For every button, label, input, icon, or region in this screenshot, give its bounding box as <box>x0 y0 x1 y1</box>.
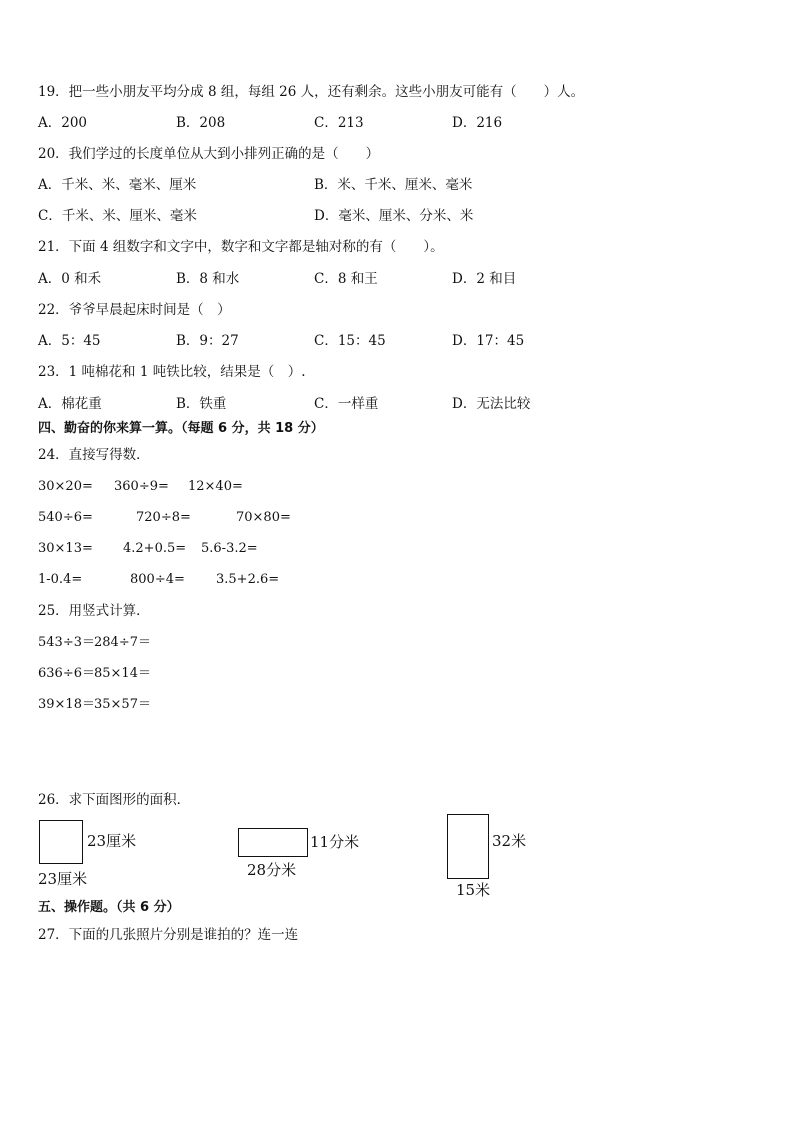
question-23-stem: 23．1 吨棉花和 1 吨铁比较，结果是（ ）. <box>38 364 306 380</box>
q24-expr: 720÷8= <box>136 510 191 525</box>
tall-rectangle-bottom-label: 15米 <box>456 881 491 899</box>
question-27-stem: 27．下面的几张照片分别是谁拍的？连一连 <box>38 927 299 943</box>
q19-option-b: B．208 <box>176 115 226 131</box>
q24-expr: 3.5+2.6= <box>216 572 280 587</box>
q23-option-b: B．铁重 <box>176 396 227 412</box>
question-19-stem: 19．把一些小朋友平均分成 8 组，每组 26 人，还有剩余。这些小朋友可能有（ ）人。 <box>38 84 585 100</box>
q19-option-c: C．213 <box>314 115 364 131</box>
q24-expr: 12×40= <box>188 479 243 494</box>
q21-option-c: C．8 和王 <box>314 271 378 287</box>
q24-expr: 360÷9= <box>114 479 169 494</box>
square-bottom-label: 23厘米 <box>38 870 88 888</box>
tall-rectangle-figure <box>447 814 489 879</box>
q20-option-b: B．米、千米、厘米、毫米 <box>314 177 473 193</box>
q25-expr: 284÷7＝ <box>94 635 151 650</box>
wide-rectangle-side-label: 11分米 <box>310 833 360 851</box>
q19-option-a: A．200 <box>38 115 88 131</box>
q23-option-d: D．无法比较 <box>452 396 531 412</box>
q24-expr: 4.2+0.5= <box>123 541 187 556</box>
q21-option-b: B．8 和水 <box>176 271 240 287</box>
q24-expr: 800÷4= <box>130 572 185 587</box>
q24-expr: 5.6-3.2= <box>201 541 258 556</box>
q22-option-a: A．5：45 <box>38 333 101 349</box>
q25-expr: 85×14＝ <box>94 666 151 681</box>
q21-option-a: A．0 和禾 <box>38 271 102 287</box>
q22-option-d: D．17：45 <box>452 333 525 349</box>
q21-option-d: D．2 和目 <box>452 271 517 287</box>
square-side-label: 23厘米 <box>87 832 137 850</box>
q24-expr: 30×20= <box>38 479 93 494</box>
q23-option-c: C．一样重 <box>314 396 379 412</box>
q25-expr: 39×18＝ <box>38 697 95 712</box>
q22-option-b: B．9：27 <box>176 333 239 349</box>
q24-expr: 1-0.4= <box>38 572 83 587</box>
wide-rectangle-figure <box>238 828 308 857</box>
question-21-stem: 21．下面 4 组数字和文字中，数字和文字都是轴对称的有（ ）。 <box>38 239 444 255</box>
q24-expr: 70×80= <box>236 510 291 525</box>
wide-rectangle-bottom-label: 28分米 <box>247 861 297 879</box>
tall-rectangle-side-label: 32米 <box>492 832 527 850</box>
q25-expr: 543÷3＝ <box>38 635 95 650</box>
q25-expr: 636÷6＝ <box>38 666 95 681</box>
question-22-stem: 22．爷爷早晨起床时间是（ ） <box>38 302 231 318</box>
section-5-heading: 五、操作题。（共 6 分） <box>38 900 180 915</box>
q22-option-c: C．15：45 <box>314 333 386 349</box>
q20-option-c: C．千米、米、厘米、毫米 <box>38 208 197 224</box>
q23-option-a: A．棉花重 <box>38 396 102 412</box>
q24-expr: 540÷6= <box>38 510 93 525</box>
q25-expr: 35×57＝ <box>94 697 151 712</box>
q24-expr: 30×13= <box>38 541 93 556</box>
q20-option-a: A．千米、米、毫米、厘米 <box>38 177 197 193</box>
question-25-stem: 25．用竖式计算． <box>38 603 150 619</box>
q20-option-d: D．毫米、厘米、分米、米 <box>314 208 474 224</box>
q19-option-d: D．216 <box>452 115 503 131</box>
question-26-stem: 26．求下面图形的面积． <box>38 792 191 808</box>
question-20-stem: 20．我们学过的长度单位从大到小排列正确的是（ ） <box>38 146 380 162</box>
question-24-stem: 24．直接写得数． <box>38 447 150 463</box>
section-4-heading: 四、勤奋的你来算一算。（每题 6 分，共 18 分） <box>38 421 324 436</box>
square-figure <box>39 820 83 864</box>
